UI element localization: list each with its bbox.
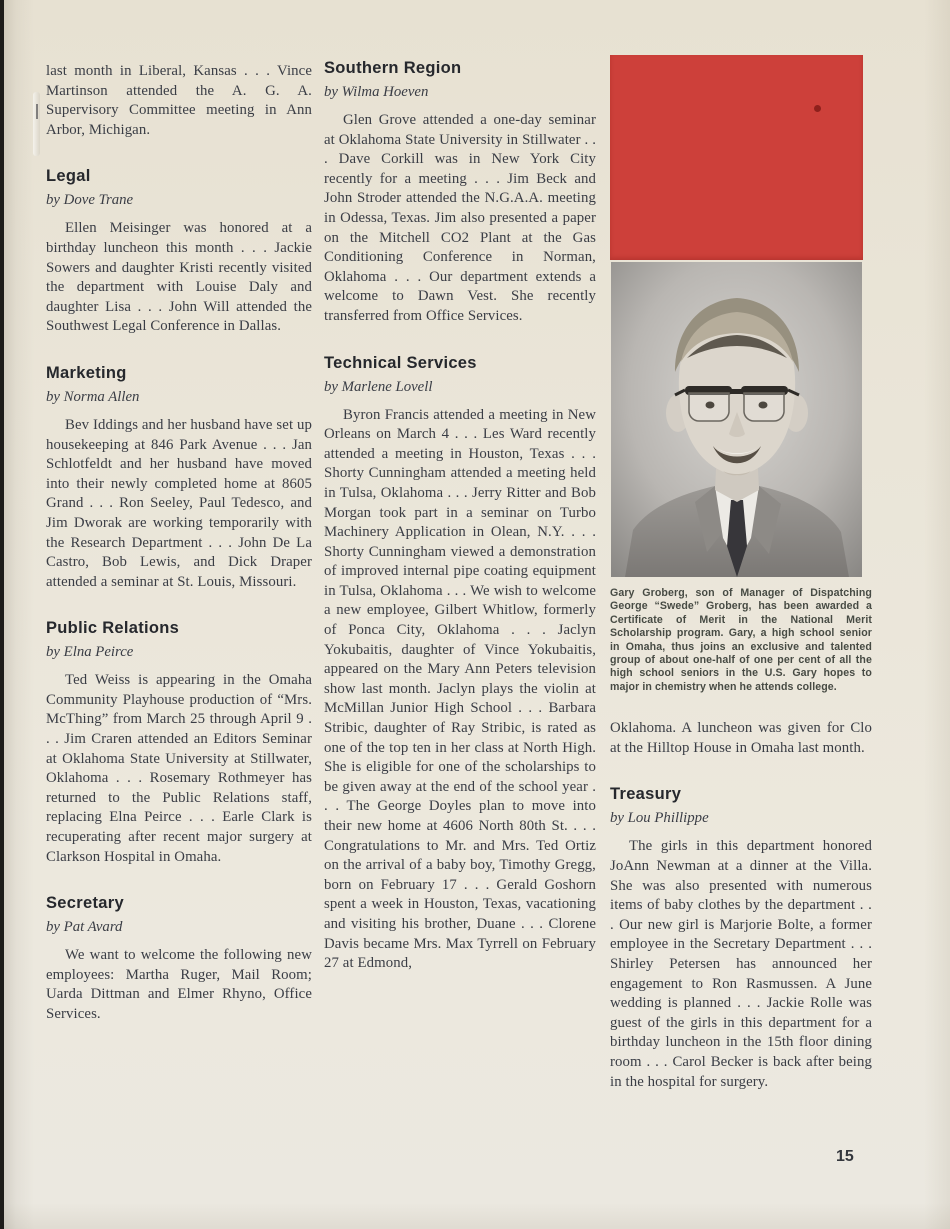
- section-body-legal: Ellen Meisinger was honored at a birthday luncheon this month . . . Jackie Sowers and daughter Kristi recently visited the department with Louise Daly and daughter Lisa . . . John Will attended the Southwest Legal Conference in Dallas.: [46, 220, 312, 335]
- photo-caption: Gary Groberg, son of Manager of Dispatching George “Swede” Groberg, has been awarded a Certificate of Merit in the National Merit Scholarship program. Gary, a high school senior in Omaha, thus joins an exclusive and talented group of about one-half of one per cent of all the high school seniors in the U.S. Gary hopes to major in chemistry when he attends college.: [610, 587, 872, 693]
- section-treasury: [610, 784, 872, 1092]
- section-southern-region: [324, 58, 596, 327]
- page-crease-mark: [33, 92, 40, 156]
- section-body-secretary: We want to welcome the following new employees: Martha Ruger, Mail Room; Uarda Dittman and Elmer Rhyno, Office Services.: [46, 947, 312, 1022]
- continuation-paragraph: last month in Liberal, Kansas . . . Vince Martinson attended the A. G. A. Supervisory Committee meeting in Ann Arbor, Michigan.: [46, 63, 312, 138]
- section-byline-southern-region: by Wilma Hoeven: [324, 84, 429, 100]
- section-title-marketing: Marketing: [46, 363, 127, 382]
- portrait-photo: [611, 262, 862, 577]
- section-title-treasury: Treasury: [610, 785, 682, 804]
- continuation-paragraph: Oklahoma. A luncheon was given for Clo at the Hilltop House in Omaha last month.: [610, 720, 872, 756]
- section-byline-marketing: by Norma Allen: [46, 388, 140, 405]
- section-title-technical-services: Technical Services: [324, 353, 477, 372]
- section-legal: [46, 166, 312, 337]
- section-body-treasury: The girls in this department honored JoAnn Newman at a dinner at the Villa. She was also presented with numerous items of baby clothes by the department . . . Our new girl is Marjorie Bolte, a former employee in the Secretary Department . . . Shirley Petersen has announced her engagement to Ron Rasmussen. A June wedding is planned . . . Jackie Rolle was guest of the girls in this department for a birthday luncheon in the 15th floor dining room . . . Carol Becker is back after being in the hospital for surgery.: [610, 838, 872, 1090]
- section-byline-treasury: by Lou Phillippe: [610, 810, 709, 827]
- column-middle: [324, 58, 596, 974]
- scan-edge-shadow: [0, 0, 4, 1229]
- page-number: 15: [836, 1148, 854, 1165]
- section-byline-legal: by Dove Trane: [46, 192, 134, 209]
- section-public-relations: [46, 618, 312, 867]
- section-marketing: [46, 363, 312, 592]
- section-byline-technical-services: by Marlene Lovell: [324, 378, 433, 395]
- section-title-public-relations: Public Relations: [46, 619, 180, 638]
- section-title-legal: Legal: [46, 167, 91, 186]
- column-right: [610, 55, 872, 1092]
- section-body-marketing: Bev Iddings and her husband have set up housekeeping at 846 Park Avenue . . . Jan Schlotfeldt and her husband have moved into their newly completed home at 8605 Grand . . . Ron Seeley, Paul Tedesco, and Jim Dworak are working temporarily with the Research Department . . . John De La Castro, Bob Lewis, and Dick Draper attended a seminar at St. Louis, Missouri.: [46, 416, 312, 590]
- section-byline-secretary: by Pat Avard: [46, 919, 123, 936]
- section-body-technical-services: Byron Francis attended a meeting in New Orleans on March 4 . . . Les Ward recently attended a meeting in Houston, Texas . . . Shorty Cunningham attended a meeting held in Tulsa, Oklahoma . . . Jerry Ritter and Bob Morgan took part in a seminar on Turbo Machinery Application in Olean, N.Y. . . . Shorty Cunningham viewed a demonstration of improved internal pipe coating equipment in Tulsa, Oklahoma . . . We wish to welcome a new employee, Gilbert Whitlow, formerly of Ponca City, Oklahoma . . . Jaclyn Yokubaitis, daughter of Vince Yokubaitis, appeared on the Mary Ann Peters television show last month. Jaclyn plays the violin at McMillan Junior High School . . . Barbara Stribic, daughter of Ray Stribic, is rated as one of the top ten in her class at North High. She is eligible for one of the scholarships to be given away at the end of the school year . . . The George Doyles plan to move into their new home at 4606 North 80th St. . . . Congratulations to Mr. and Mrs. Ted Ortiz on the arrival of a baby boy, Timothy Gregg, born on February 17 . . . Gerald Goshorn spent a week in Houston, Texas, vacationing and visiting his brother, Duane . . . Clorene Davis became Mrs. Max Tyrrell on February 27 at Edmond,: [324, 406, 596, 972]
- section-title-secretary: Secretary: [46, 894, 124, 913]
- section-technical-services: [324, 353, 596, 974]
- section-body-public-relations: Ted Weiss is appearing in the Omaha Community Playhouse production of “Mrs. McThing” from March 25 through April 9 . . . Jim Craren attended an Editors Seminar at Oklahoma State University at Stillwater, Oklahoma . . . Rosemary Rothmeyer has returned to the Public Relations staff, replacing Elna Peirce . . . Earle Clark is recuperating after recent major surgery at Clarkson Hospital in Omaha.: [46, 672, 312, 865]
- section-byline-public-relations: by Elna Peirce: [46, 644, 134, 661]
- section-body-southern-region: Glen Grove attended a one-day seminar at Oklahoma State University in Stillwater . . . Dave Corkill was in New York City recently for a meeting . . . Jim Beck and John Stroder attended the N.G.A.A. meeting in Odessa, Texas. Jim also presented a paper on the Mitchell CO2 Plant at the Gas Conditioning Conference in Norman, Oklahoma . . . Our department extends a welcome to Dawn Vest. She recently transferred from Office Services.: [324, 112, 596, 324]
- page-crease-tick: [36, 104, 38, 119]
- section-title-southern-region: Southern Region: [324, 59, 462, 77]
- section-secretary: [46, 893, 312, 1024]
- ink-spot: [814, 105, 821, 112]
- column-left: [46, 62, 312, 1025]
- red-color-block: [610, 55, 863, 260]
